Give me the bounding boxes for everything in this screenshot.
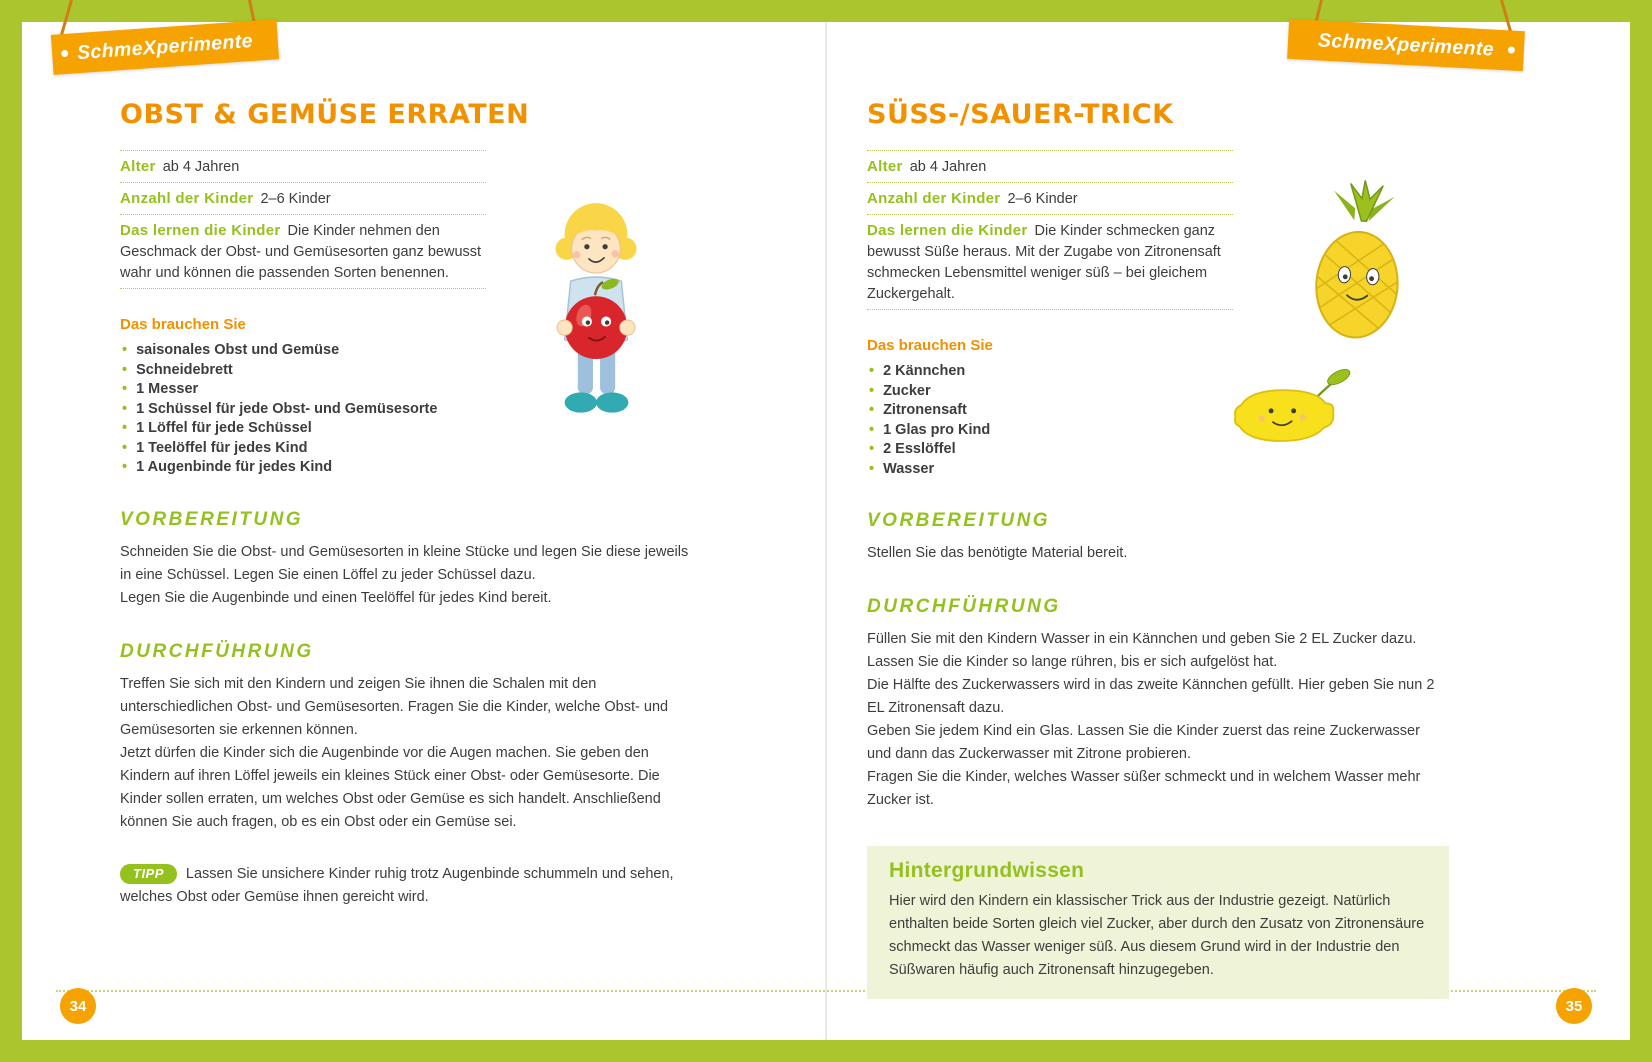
page-number: 34 [60,988,96,1024]
paragraph: Treffen Sie sich mit den Kindern und zeigen Sie ihnen die Schalen mit den unterschiedlichen Obst- und Gemüsesorten. Fragen Sie die Kinder, welche Obst- und Gemüsesorten sie erkennen können. [120,675,669,738]
page-title: OBST & GEMÜSE ERRATEN [120,99,530,130]
info-table [867,150,1233,310]
bullet-icon: • [869,363,875,379]
materials [867,337,1447,479]
page-number: 35 [1556,988,1592,1024]
info-value: Die Kinder schmecken ganz bewusst Süße heraus. Mit der Zugabe von Zitronensaft schmecken Lebensmittel weniger süß – bei gleichem Zuckergehalt. [867,223,1221,302]
child-with-apple-illustration [520,188,672,441]
materials-item: • 1 Teelöffel für jedes Kind [120,439,700,459]
materials-list [867,362,1447,479]
materials-item: • saisonales Obst und Gemüse [120,341,700,361]
bullet-icon: • [869,421,875,438]
page-right [826,22,1630,1040]
info-value: 2–6 Kinder [260,191,331,207]
bullet-icon: • [122,439,128,456]
info-label: Das lernen die Kinder [120,222,281,239]
paragraph: Stellen Sie das benötigte Material bereit. [867,545,1128,561]
info-value: ab 4 Jahren [162,159,240,175]
info-row-children-count [120,183,486,215]
section-heading: VORBEREITUNG [120,508,304,530]
paragraph: Füllen Sie mit den Kindern Wasser in ein Kännchen und geben Sie 2 EL Zucker dazu. Lassen Sie die Kinder so lange rühren, bis er sich aufgelöst hat. [867,631,1417,670]
info-label: Das lernen die Kinder [867,222,1028,239]
pineapple-illustration [1292,178,1424,356]
background-knowledge-box [867,846,1449,999]
materials-item: • 2 Esslöffel [867,440,1447,460]
section-heading: DURCHFÜHRUNG [120,640,314,662]
bullet-icon: • [122,381,128,397]
background-knowledge-text: Hier wird den Kindern ein klassischer Trick aus der Industrie gezeigt. Natürlich enthalten beide Sorten gleich viel Zucker, aber durch den Zusatz von Zitronensäure schmeckt das Wasser weniger süß. Aus diesem Grund wird in der Industrie den Süßwaren häufig auch Zitronensaft hinzugegeben. [889,893,1425,978]
materials-item: • 1 Löffel für jede Schüssel [120,419,700,439]
ribbon-label: SchmeXperimente [1317,28,1495,61]
materials-heading: Das brauchen Sie [867,337,993,354]
materials-item: • Zitronensaft [867,401,1447,421]
bullet-icon: • [122,361,128,378]
materials-item: • 1 Augenbinde für jedes Kind [120,458,700,478]
info-label: Anzahl der Kinder [867,190,1001,207]
materials-item: • 2 Kännchen [867,362,1447,382]
materials-item: • Wasser [867,460,1447,480]
background-knowledge-title: Hintergrundwissen [889,859,1085,882]
paragraph: Schneiden Sie die Obst- und Gemüsesorten in kleine Stücke und legen Sie diese jeweils in eine Schüssel. Legen Sie einen Löffel zu jeder Schüssel dazu. [120,543,689,583]
section-vorbereitung [120,509,700,610]
paragraph: Die Hälfte des Zuckerwassers wird in das zweite Kännchen gefüllt. Hier geben Sie nun 2 EL Zitronensaft dazu. [867,677,1435,716]
materials-item: • 1 Schüssel für jede Obst- und Gemüsesorte [120,400,700,420]
book-spread [22,22,1630,1040]
page-title: SÜSS-/SAUER-TRICK [867,99,1174,130]
bullet-icon: • [869,382,875,399]
tip [120,863,700,909]
section-heading: VORBEREITUNG [867,510,1051,531]
materials-item: • Zucker [867,382,1447,402]
materials-item: • Schneidebrett [120,361,700,381]
section-heading: DURCHFÜHRUNG [867,596,1061,617]
section-vorbereitung [867,510,1447,565]
tip-badge: TIPP [120,864,177,884]
section-durchfuehrung [867,596,1447,812]
info-label: Anzahl der Kinder [120,190,254,207]
bullet-icon: • [122,459,128,475]
bullet-icon: • [869,441,875,457]
section-durchfuehrung [120,641,700,834]
bullet-icon: • [869,402,875,418]
info-row-learning-goal [120,215,486,289]
ribbon-label: SchmeXperimente [76,29,254,64]
info-row-age [867,151,1233,183]
tip-text: Lassen Sie unsichere Kinder ruhig trotz Augenbinde schummeln und sehen, welches Obst oder Gemüse ihnen gereicht wird. [120,865,674,905]
page-left [22,22,826,1040]
bullet-icon: • [122,342,128,358]
materials-item: • 1 Glas pro Kind [867,421,1447,441]
info-row-children-count [867,183,1233,215]
materials-item: • 1 Messer [120,380,700,400]
info-table [120,150,486,289]
bullet-icon: • [869,460,875,477]
paragraph: Jetzt dürfen die Kinder sich die Augenbinde vor die Augen machen. Sie geben den Kindern auf ihren Löffel jeweils ein kleines Stück einer Obst- oder Gemüsesorte. Die Kinder sollen erraten, um welches Obst oder Gemüse es sich handelt. Anschließend können Sie auch fragen, ob es ein Obst oder ein Gemüse sei. [120,744,661,830]
paragraph: Legen Sie die Augenbinde und einen Teelöffel für jedes Kind bereit. [120,589,552,606]
lemon-illustration [1222,362,1354,456]
info-value: ab 4 Jahren [909,159,987,175]
bullet-icon: • [122,420,128,436]
info-label: Alter [120,158,156,175]
paragraph: Geben Sie jedem Kind ein Glas. Lassen Sie die Kinder zuerst das reine Zuckerwasser und dann das Zuckerwasser mit Zitrone probieren. [867,723,1420,762]
bullet-icon: • [122,400,128,417]
info-row-learning-goal [867,215,1233,310]
paragraph: Fragen Sie die Kinder, welches Wasser süßer schmeckt und in welchem Wasser mehr Zucker ist. [867,769,1421,808]
info-row-age [120,151,486,183]
materials-heading: Das brauchen Sie [120,316,246,333]
info-value: Die Kinder nehmen den Geschmack der Obst- und Gemüsesorten ganz bewusst wahr und können die passenden Sorten benennen. [120,223,482,281]
info-label: Alter [867,158,903,175]
info-value: 2–6 Kinder [1007,191,1078,207]
